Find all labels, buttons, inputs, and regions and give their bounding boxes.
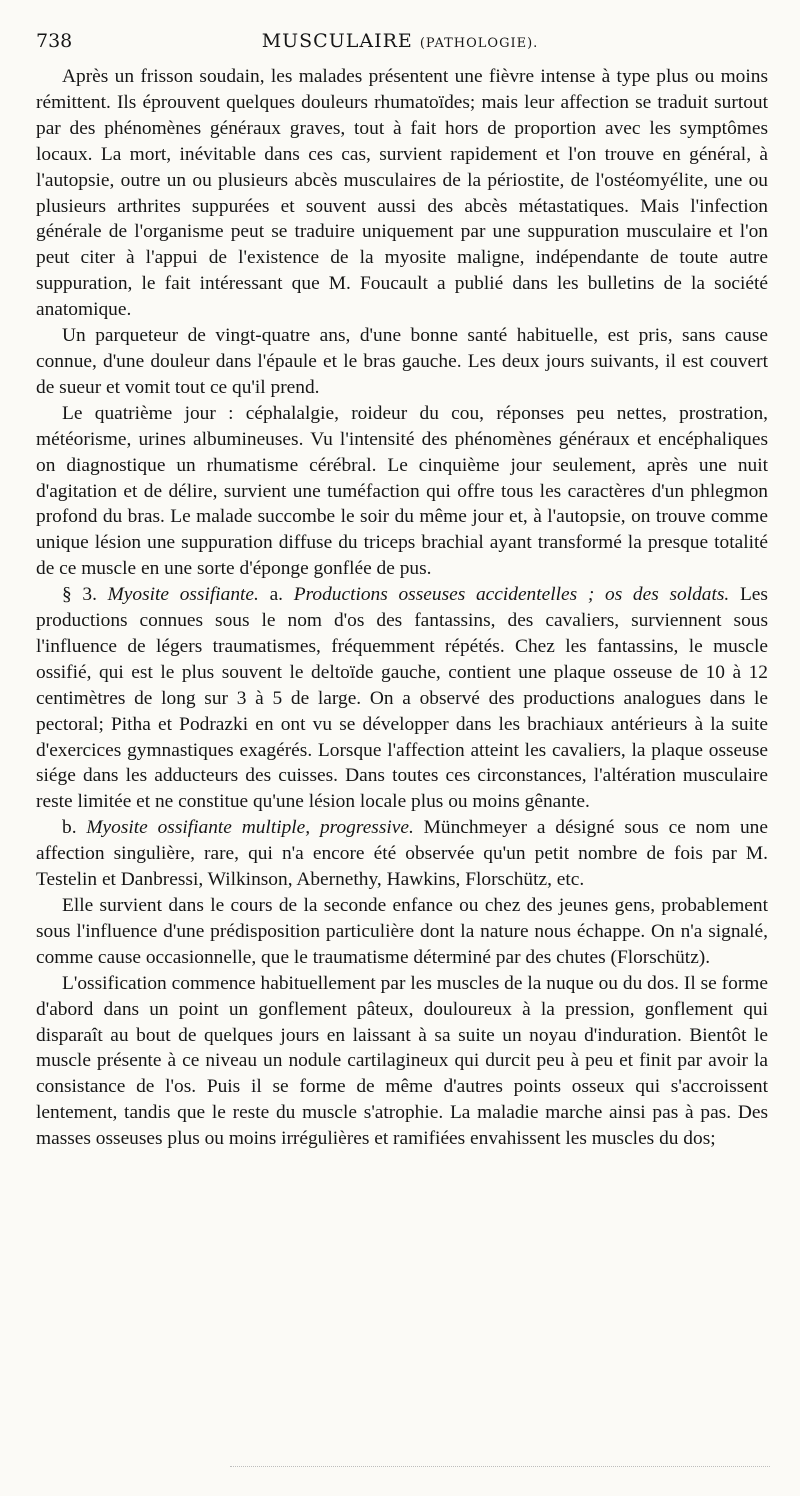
section-number: § 3.	[62, 584, 97, 606]
subsection-letter-a: a.	[269, 584, 284, 606]
subsection-letter-b: b.	[62, 817, 77, 839]
paragraph-case-evolution: Le quatrième jour : céphalalgie, roideur du cou, réponses peu nettes, prostration, météorisme, urines albumineuses. Vu l'intensité des phénomènes généraux et encéphaliques on diagnostique un rhumatisme cérébral. Le cinquième jour seulement, après une nuit d'agitation et de délire, survient une tuméfaction qui offre tous les caractères d'un phlegmon profond du bras. Le malade succombe le soir du même jour et, à l'autopsie, on trouve comme unique lésion une suppuration diffuse du triceps brachial ayant transformé la presque totalité de ce muscle en une sorte d'éponge gonflée de pus.	[36, 402, 768, 580]
body-text	[36, 64, 768, 1152]
paragraph-section-3	[36, 582, 768, 815]
paragraph-case-parqueteur: Un parqueteur de vingt-quatre ans, d'une bonne santé habituelle, est pris, sans cause connue, d'une douleur dans l'épaule et le bras gauche. Les deux jours suivants, il est couvert de sueur et vomit tout ce qu'il prend.	[36, 325, 768, 398]
page-number: 738	[36, 30, 73, 52]
paragraph-subsection-b	[36, 815, 768, 893]
subsection-heading-a: Productions osseuses accidentelles ; os des soldats.	[293, 584, 730, 606]
section-3-body: Les productions connues sous le nom d'os des fantassins, des cavaliers, surviennent sous l'influence de légers traumatismes, fréquemment répétés. Chez les fantassins, le muscle ossifié, qui est le plus souvent le deltoïde gauche, contient une plaque osseuse de 10 à 12 centimètres de long sur 3 à 5 de large. On a observé des productions analogues dans le pectoral; Pitha et Podrazki en ont vu se développer dans les brachiaux antérieurs à la suite d'exercices gymnastiques exagérés. Lorsque l'affection atteint les cavaliers, la plaque osseuse siége dans les adducteurs des cuisses. Dans toutes ces circonstances, l'altération musculaire reste limitée et ne constitue qu'une lésion locale plus ou moins gênante.	[36, 584, 768, 813]
running-title	[36, 30, 764, 52]
footer-rule	[230, 1466, 770, 1467]
page-header	[36, 30, 764, 60]
subsection-heading-b: Myosite ossifiante multiple, progressive.	[86, 817, 414, 839]
subsection-b-body: Münchmeyer a désigné sous ce nom une affection singulière, rare, qui n'a encore été observée qu'un petit nombre de fois par M. Testelin et Danbressi, Wilkinson, Abernethy, Hawkins, Florschütz, etc.	[36, 817, 768, 891]
paragraph-myosite-maligne: Après un frisson soudain, les malades présentent une fièvre intense à type plus ou moins rémittent. Ils éprouvent quelques douleurs rhumatoïdes; mais leur affection se traduit surtout par des phénomènes généraux graves, tout à fait hors de proportion avec les symptômes locaux. La mort, inévitable dans ces cas, survient rapidement et l'on trouve en général, à l'autopsie, outre un ou plusieurs abcès musculaires de la périostite, de l'ostéomyélite, une ou plusieurs arthrites suppurées et souvent aussi des abcès métastatiques. Mais l'infection générale de l'organisme peut se traduire uniquement par une suppuration musculaire et l'on peut citer à l'appui de l'existence de la myosite maligne, indépendante de toute autre suppuration, le fait intéressant que M. Foucault a publié dans les bulletins de la société anatomique.	[36, 66, 768, 321]
running-title-subtitle: (PATHOLOGIE).	[419, 36, 539, 51]
paragraph-etiology: Elle survient dans le cours de la seconde enfance ou chez des jeunes gens, probablement sous l'influence d'une prédisposition particulière dont la nature nous échappe. On n'a signalé, comme cause occasionnelle, que le traumatisme déterminé par des chutes (Florschütz).	[36, 895, 768, 968]
running-title-main: MUSCULAIRE	[261, 30, 413, 52]
section-heading: Myosite ossifiante.	[107, 584, 259, 606]
paragraph-ossification: L'ossification commence habituellement par les muscles de la nuque ou du dos. Il se forme d'abord dans un point un gonflement pâteux, douloureux à la pression, gonflement qui disparaît au bout de quelques jours en laissant à sa suite un noyau d'induration. Bientôt le muscle présente à ce niveau un nodule cartilagineux qui durcit peu à peu et finit par avoir la consistance de l'os. Puis il se forme de même d'autres points osseux qui s'accroissent lentement, tandis que le reste du muscle s'atrophie. La maladie marche ainsi pas à pas. Des masses osseuses plus ou moins irrégulières et ramifiées envahissent les muscles du dos;	[36, 972, 768, 1150]
